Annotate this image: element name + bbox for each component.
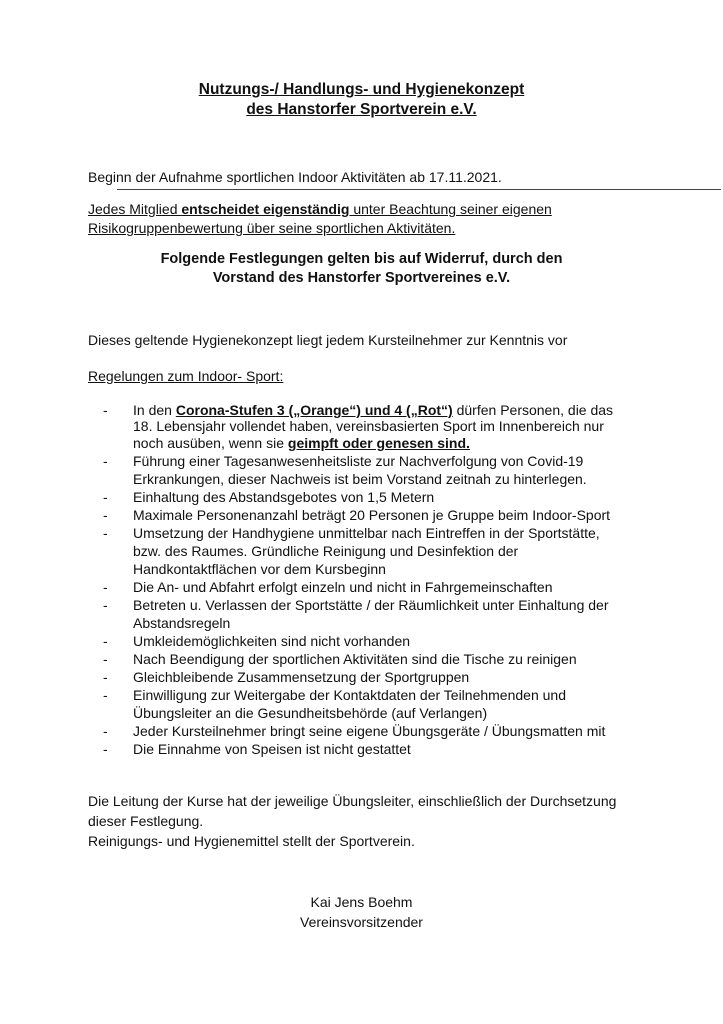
list-item <box>103 488 703 506</box>
dash-bullet: - <box>103 489 108 505</box>
list-item-line: Einwilligung zur Weitergabe der Kontaktdaten der Teilnehmenden und <box>133 687 566 703</box>
dash-bullet: - <box>103 687 108 703</box>
member-line-1: Jedes Mitglied entscheidet eigenständig unter Beachtung seiner eigenen <box>88 201 552 217</box>
closing-line-1: Die Leitung der Kurse hat der jeweilige Übungsleiter, einschließlich der Durchsetzung <box>88 793 617 809</box>
list-item-line: Übungsleiter an die Gesundheitsbehörde (auf Verlangen) <box>133 705 488 721</box>
signature-role: Vereinsvorsitzender <box>300 914 423 930</box>
list-item-line: Umkleidemöglichkeiten sind nicht vorhanden <box>133 633 411 649</box>
closing-line-2: dieser Festlegung. <box>88 813 204 829</box>
start-date-text: Beginn der Aufnahme sportlichen Indoor Aktivitäten ab 17.11.2021. <box>88 169 502 185</box>
list-item-line: Führung einer Tagesanwesenheitsliste zur Nachverfolgung von Covid-19 <box>133 453 584 469</box>
member-responsibility <box>88 200 552 237</box>
list-item <box>103 668 703 686</box>
dash-bullet: - <box>103 597 108 613</box>
closing-text <box>88 791 616 851</box>
notice-text: Dieses geltende Hygienekonzept liegt jedem Kursteilnehmer zur Kenntnis vor <box>88 332 568 348</box>
dash-bullet: - <box>103 669 108 685</box>
list-item <box>103 506 703 524</box>
list-item <box>103 596 703 632</box>
list-item <box>103 740 703 758</box>
title-line-1: Nutzungs-/ Handlungs- und Hygienekonzept <box>198 81 525 98</box>
list-item <box>103 452 703 488</box>
list-item-line: Gleichbleibende Zusammensetzung der Sportgruppen <box>133 669 470 685</box>
decision-line-2: Vorstand des Hanstorfer Sportvereines e.V. <box>212 270 511 286</box>
dash-bullet: - <box>103 507 108 523</box>
horizontal-rule <box>117 189 721 190</box>
list-item <box>103 524 703 578</box>
dash-bullet: - <box>103 402 108 418</box>
document-title <box>0 80 723 119</box>
list-item-line: Die An- und Abfahrt erfolgt einzeln und nicht in Fahrgemeinschaften <box>133 579 553 595</box>
list-item-line: Erkrankungen, dieser Nachweis ist beim Vorstand zeitnah zu hinterlegen. <box>133 471 587 487</box>
list-item <box>103 578 703 596</box>
list-item: - In den Corona-Stufen 3 („Orange“) und 4 („Rot“) dürfen Personen, die das 18. Lebensjahr vollendet haben, vereinsbasierten Sport im Innenbereich nur noch ausüben, wenn sie geimpft oder genesen sind. <box>103 402 614 451</box>
list-item-line: Maximale Personenanzahl beträgt 20 Personen je Gruppe beim Indoor-Sport <box>133 507 611 523</box>
vaccinated-recovered: geimpft oder genesen sind. <box>287 435 470 451</box>
dash-bullet: - <box>103 633 108 649</box>
list-item-line: Betreten u. Verlassen der Sportstätte / der Räumlichkeit unter Einhaltung der <box>133 597 609 613</box>
list-item <box>103 650 703 668</box>
rules-list <box>103 401 703 758</box>
signature-block <box>0 892 723 932</box>
list-item <box>103 686 703 722</box>
list-item-line: bzw. des Raumes. Gründliche Reinigung und Desinfektion der <box>133 543 519 559</box>
list-item-line: Handkontaktflächen vor dem Kursbeginn <box>133 561 386 577</box>
corona-levels: Corona-Stufen 3 („Orange“) und 4 („Rot“) <box>175 402 453 418</box>
title-line-2: des Hanstorfer Sportverein e.V. <box>246 101 477 118</box>
decision-line-1: Folgende Festlegungen gelten bis auf Widerruf, durch den <box>160 251 563 267</box>
dash-bullet: - <box>103 453 108 469</box>
member-line-2: Risikogruppenbewertung über seine sportlichen Aktivitäten. <box>88 220 456 236</box>
list-item-line: Einhaltung des Abstandsgebotes von 1,5 Metern <box>133 489 435 505</box>
dash-bullet: - <box>103 525 108 541</box>
dash-bullet: - <box>103 741 108 757</box>
dash-bullet: - <box>103 651 108 667</box>
rules-heading: Regelungen zum Indoor- Sport: <box>88 368 284 384</box>
decision-heading <box>0 250 723 288</box>
list-item <box>103 632 703 650</box>
list-item-line: Die Einnahme von Speisen ist nicht gestattet <box>133 741 411 757</box>
dash-bullet: - <box>103 579 108 595</box>
list-item <box>103 722 703 740</box>
member-bold-phrase: entscheidet eigenständig <box>181 201 350 217</box>
list-item-line: Jeder Kursteilnehmer bringt seine eigene Übungsgeräte / Übungsmatten mit <box>133 723 606 739</box>
signature-name: Kai Jens Boehm <box>310 894 413 910</box>
dash-bullet: - <box>103 723 108 739</box>
list-item-line: Abstandsregeln <box>133 615 231 631</box>
list-item-line: Nach Beendigung der sportlichen Aktivitäten sind die Tische zu reinigen <box>133 651 577 667</box>
list-item-line: Umsetzung der Handhygiene unmittelbar nach Eintreffen in der Sportstätte, <box>133 525 600 541</box>
closing-line-3: Reinigungs- und Hygienemittel stellt der Sportverein. <box>88 833 415 849</box>
